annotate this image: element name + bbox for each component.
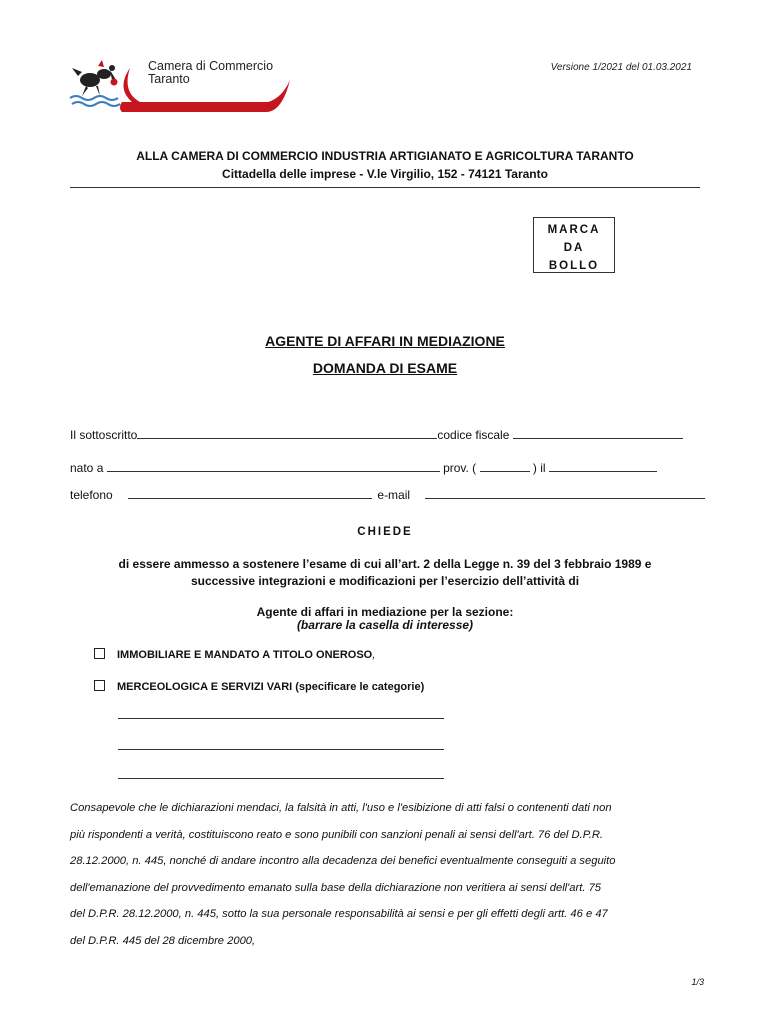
declaration-line: più rispondenti a verità, costituiscono reato e sono punibili con sanzioni penali ai sensi dell'art. 76 del D.P.R. [70,828,604,841]
category-field-2[interactable] [118,749,444,750]
real-estate-checkbox[interactable] [94,648,105,659]
real-estate-label: IMMOBILIARE E MANDATO A TITOLO ONEROSO [117,649,373,661]
option-goods-services[interactable] [94,680,424,693]
declaration-line: del D.P.R. 445 del 28 dicembre 2000, [70,934,256,947]
option-real-estate[interactable] [94,648,375,661]
form-subtitle: DOMANDA DI ESAME [312,360,458,376]
request-text-line2: successive integrazioni e modificazioni per l’esercizio dell’attività di [190,574,580,588]
birth-row [70,460,700,475]
phone-field[interactable] [128,487,372,499]
email-label: e-mail [377,488,411,502]
stamp-line3: BOLLO [548,260,600,272]
organization-name [148,60,273,86]
request-heading: CHIEDE [357,526,413,538]
province-field[interactable] [480,460,530,472]
province-label: prov. ( [443,461,477,475]
section-title: Agente di affari in mediazione per la sezione: [256,605,514,619]
declaration-line: dell'emanazione del provvedimento emanato sulla base della dichiarazione non veritiera ai sensi dell'art. 75 [70,881,602,894]
form-title: AGENTE DI AFFARI IN MEDIAZIONE [265,333,505,349]
tax-code-label: codice fiscale [437,428,510,442]
request-text-line1: di essere ammesso a sostenere l’esame di cui all’art. 2 della Legge n. 39 del 3 febbraio 1989 e [118,557,652,571]
phone-label: telefono [70,488,113,502]
revenue-stamp-box [533,217,615,273]
section-instruction: (barrare la casella di interesse) [296,618,474,632]
declaration-line: 28.12.2000, n. 445, nonché di andare incontro alla decadenza dei benefici eventualmente conseguiti a seguito [70,855,616,867]
birthplace-field[interactable] [107,460,440,472]
category-field-3[interactable] [118,778,444,779]
declaration-line: Consapevole che le dichiarazioni mendaci, la falsità in atti, l'uso e l'esibizione di atti falsi o contenenti dati non [70,802,612,814]
contact-row [70,487,700,502]
signer-name-field[interactable] [137,427,437,439]
stamp-line2: DA [563,242,585,254]
tax-code-field[interactable] [513,427,683,439]
birthdate-label: ) il [532,461,546,475]
signer-label: Il sottoscritto [70,428,138,442]
addressee-line1: ALLA CAMERA DI COMMERCIO INDUSTRIA ARTIGIANATO E AGRICOLTURA TARANTO [136,149,634,163]
signer-row [70,427,700,442]
organization-name-line1: Camera di Commercio [148,59,274,73]
stamp-line1: MARCA [547,224,601,236]
email-field[interactable] [425,487,705,499]
declaration-line: del D.P.R. 28.12.2000, n. 445, sotto la sua personale responsabilità ai sensi e per gli effetti degli artt. 46 e 47 [70,908,608,920]
organization-name-line2: Taranto [148,72,190,86]
addressee-line2: Cittadella delle imprese - V.le Virgilio, 152 - 74121 Taranto [222,167,548,181]
goods-services-label: MERCEOLOGICA E SERVIZI VARI (specificare le categorie) [117,681,425,693]
real-estate-suffix: , [372,649,376,661]
category-field-1[interactable] [118,718,444,719]
page-number: 1/3 [691,977,704,987]
born-label: nato a [70,461,104,475]
version-label: Versione 1/2021 del 01.03.2021 [550,62,692,73]
header-divider [70,187,700,188]
declaration-paragraph [70,795,702,954]
goods-services-checkbox[interactable] [94,680,105,691]
birthdate-field[interactable] [549,460,657,472]
